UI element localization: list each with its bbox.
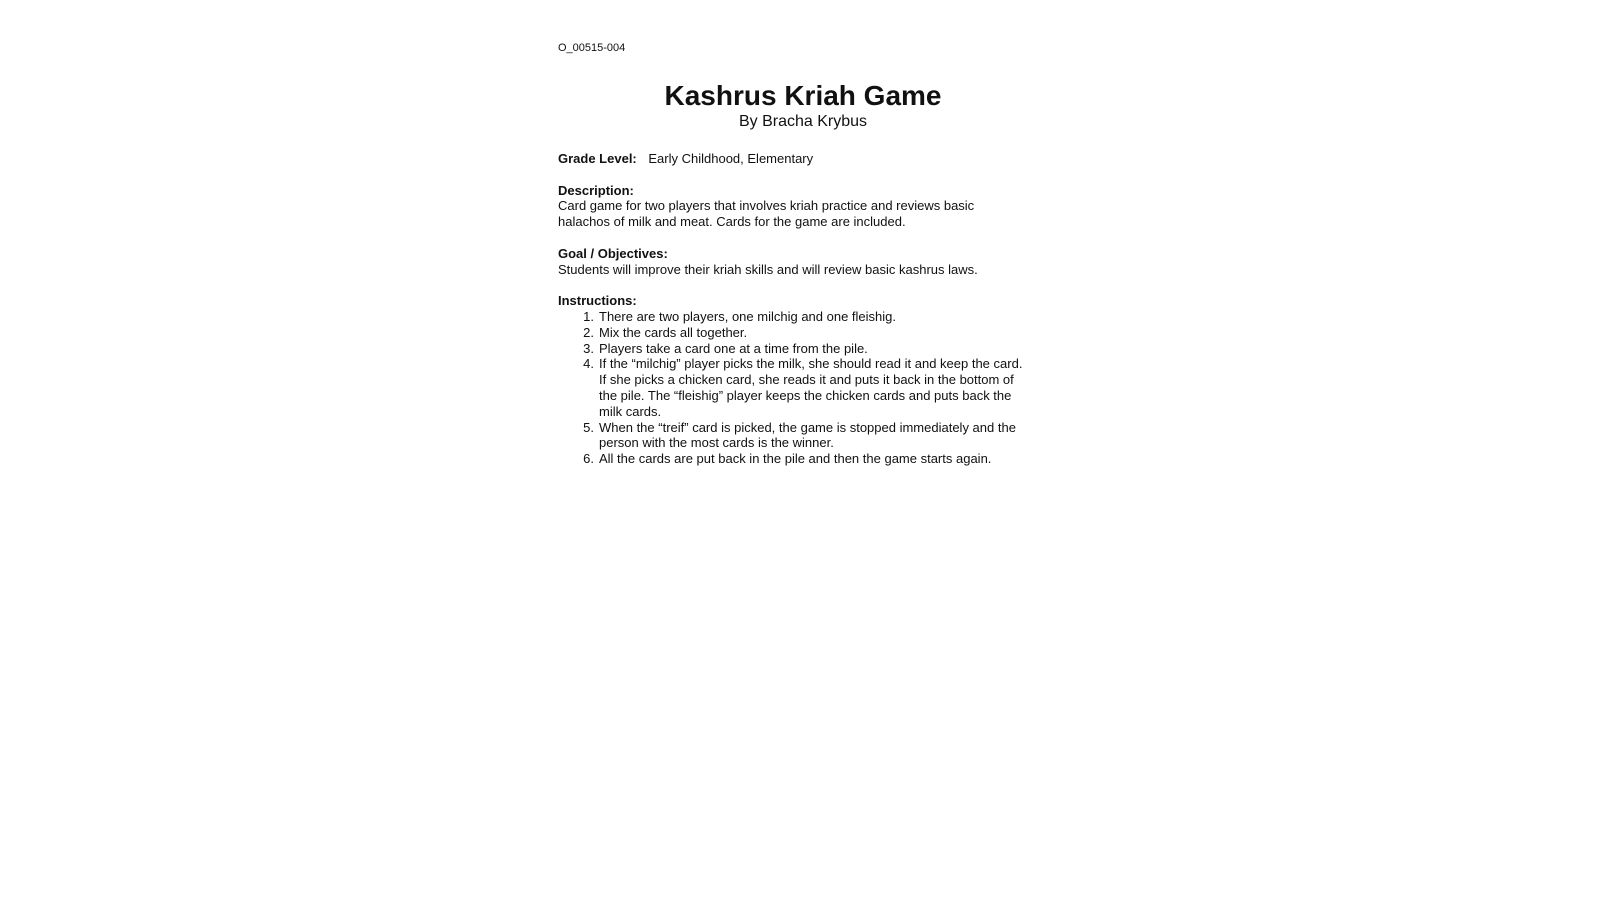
title-block: [558, 80, 1048, 132]
step-number: 1.: [583, 308, 594, 324]
goal-label: Goal / Objectives:: [558, 245, 668, 261]
step-line: There are two players, one milchig and one fleishig.: [599, 308, 896, 324]
step-line: Mix the cards all together.: [599, 324, 748, 340]
step-line: the pile. The “fleishig” player keeps the chicken cards and puts back the: [599, 387, 1012, 403]
document-id: O_00515-004: [558, 42, 626, 54]
document-author: By Bracha Krybus: [738, 113, 868, 130]
step-number: 3.: [583, 340, 594, 356]
instruction-step: [558, 309, 1058, 325]
grade-level-section: [558, 151, 1058, 167]
step-number: 4.: [583, 356, 594, 372]
step-line: If she picks a chicken card, she reads it and puts it back in the bottom of: [599, 372, 1014, 388]
instruction-step: [558, 451, 1058, 467]
step-number: 6.: [583, 451, 594, 467]
description-line: halachos of milk and meat. Cards for the game are included.: [558, 214, 906, 230]
description-label: Description:: [558, 182, 634, 198]
description-line: Card game for two players that involves kriah practice and reviews basic: [558, 198, 975, 214]
instruction-step: [558, 341, 1058, 357]
grade-level-value: Early Childhood, Elementary: [648, 151, 814, 166]
instruction-step: [558, 420, 1058, 452]
instruction-step: [558, 356, 1058, 419]
document-title: Kashrus Kriah Game: [664, 80, 942, 111]
step-line: All the cards are put back in the pile and then the game starts again.: [599, 451, 992, 467]
step-number: 2.: [583, 324, 594, 340]
instruction-step: [558, 325, 1058, 341]
document-body: [558, 151, 1058, 483]
goal-section: [558, 246, 1058, 278]
instructions-label: Instructions:: [558, 293, 637, 309]
step-line: person with the most cards is the winner.: [599, 435, 834, 451]
step-line: If the “milchig” player picks the milk, she should read it and keep the card.: [599, 356, 1023, 372]
goal-text: Students will improve their kriah skills and will review basic kashrus laws.: [558, 261, 978, 277]
step-line: Players take a card one at a time from the pile.: [599, 340, 868, 356]
instructions-section: [558, 293, 1058, 467]
step-line: When the “treif” card is picked, the game is stopped immediately and the: [599, 419, 1016, 435]
step-number: 5.: [583, 419, 594, 435]
document-page: [558, 0, 1058, 900]
description-section: [558, 183, 1058, 230]
grade-level-label: Grade Level:: [558, 151, 637, 166]
instructions-list: [558, 309, 1058, 467]
step-line: milk cards.: [599, 403, 662, 419]
